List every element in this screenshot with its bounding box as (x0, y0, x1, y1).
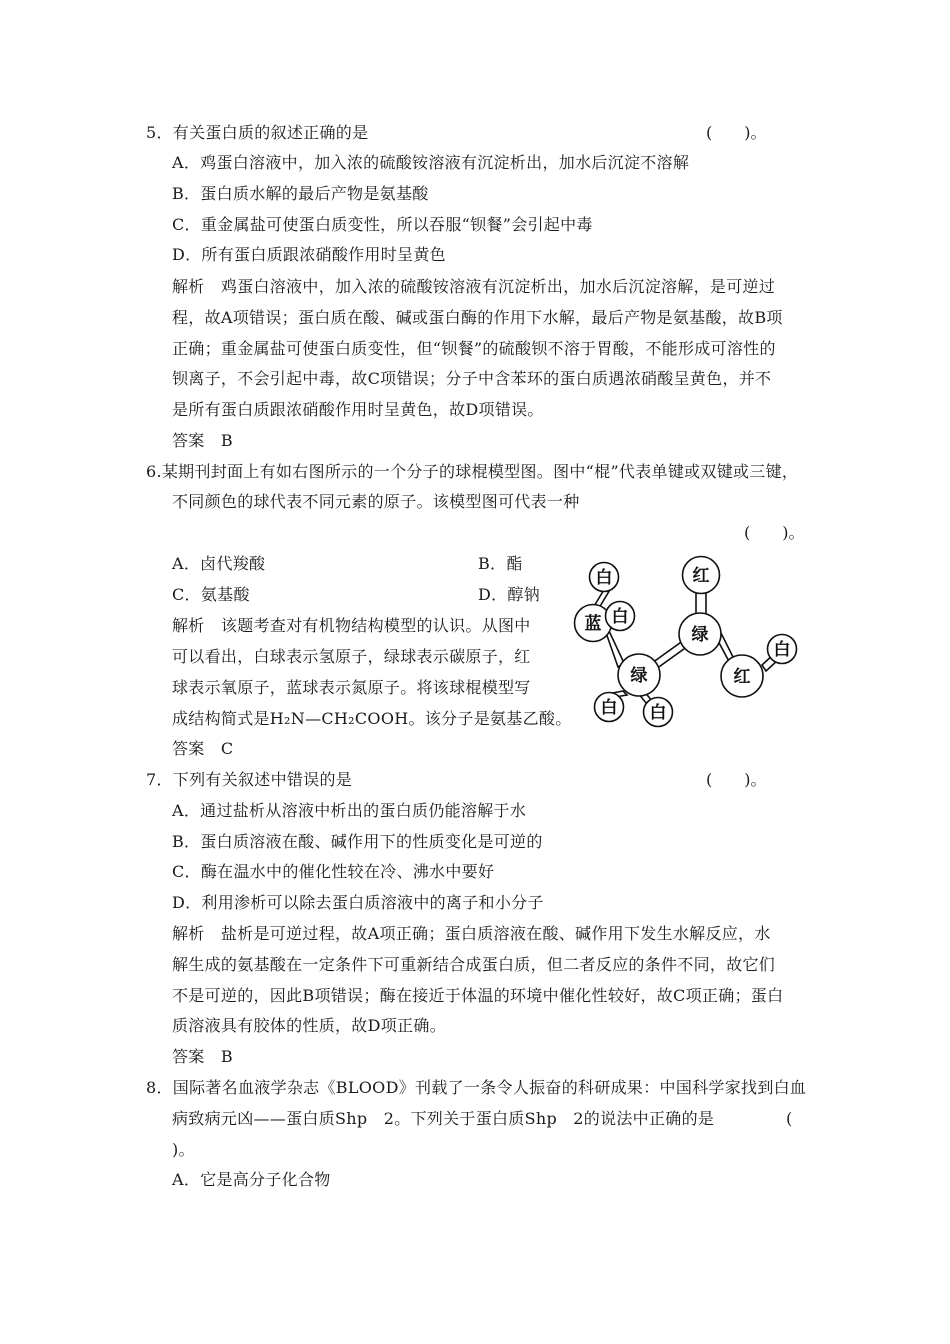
q6-stem-line: 6.某期刊封面上有如右图所示的一个分子的球棍模型图。图中“棍”代表单键或双键或三键， (146, 462, 799, 481)
atom-label-green: 绿 (691, 625, 709, 645)
q6-stem-line: 不同颜色的球代表不同元素的原子。该模型图可代表一种 (172, 492, 580, 511)
q7-option-c: C．酶在温水中的催化性较在冷、沸水中要好 (172, 862, 495, 881)
q8-answer-bracket-open: ( (786, 1109, 793, 1128)
q7-option-d: D．利用渗析可以除去蛋白质溶液中的离子和小分子 (172, 893, 544, 912)
q5-answer-bracket: ( )。 (706, 123, 767, 142)
q8-option-a: A．它是高分子化合物 (172, 1170, 331, 1189)
q7-analysis-line: 不是可逆的，因此B项错误；酶在接近于体温的环境中催化性较好，故C项正确；蛋白 (172, 986, 784, 1005)
q5-answer: 答案 B (172, 431, 233, 450)
atom-label-white: 白 (773, 640, 791, 660)
atom-label-white: 白 (595, 568, 613, 588)
q8-answer-bracket-close: )。 (172, 1140, 195, 1159)
q6-option-c: C．氨基酸 (172, 585, 250, 604)
q7-option-a: A．通过盐析从溶液中析出的蛋白质仍能溶解于水 (172, 801, 527, 820)
q6-analysis-line: 解析 该题考查对有机物结构模型的认识。从图中 (172, 616, 531, 635)
q5-option-b: B．蛋白质水解的最后产物是氨基酸 (172, 184, 429, 203)
atom-label-red: 红 (692, 566, 710, 586)
q7-answer-bracket: ( )。 (706, 770, 767, 789)
q6-analysis-line: 球表示氧原子，蓝球表示氮原子。将该球棍模型写 (172, 678, 531, 697)
q6-answer: 答案 C (172, 739, 234, 758)
q6-answer-bracket: ( )。 (744, 523, 805, 542)
q5-option-a: A．鸡蛋白溶液中，加入浓的硫酸铵溶液有沉淀析出，加水后沉淀不溶解 (172, 153, 690, 172)
q7-analysis-line: 质溶液具有胶体的性质，故D项正确。 (172, 1016, 446, 1035)
q5-analysis-line: 正确；重金属盐可使蛋白质变性，但“钡餐”的硫酸钡不溶于胃酸，不能形成可溶性的 (172, 339, 776, 358)
molecule-ball-stick-figure (566, 550, 816, 732)
atom-label-red: 红 (733, 667, 751, 687)
q8-stem-line: 病致病元凶——蛋白质Shp 2。下列关于蛋白质Shp 2的说法中正确的是 (172, 1109, 715, 1128)
q6-option-b: B．酯 (478, 554, 523, 573)
atom-label-green: 绿 (630, 666, 648, 686)
q6-analysis-line: 可以看出，白球表示氢原子，绿球表示碳原子，红 (172, 647, 531, 666)
atom-label-blue: 蓝 (584, 614, 602, 634)
q5-analysis-line: 是所有蛋白质跟浓硝酸作用时呈黄色，故D项错误。 (172, 400, 544, 419)
q6-option-d: D．醇钠 (478, 585, 541, 604)
q7-answer: 答案 B (172, 1047, 233, 1066)
q5-stem: 5．有关蛋白质的叙述正确的是 (146, 123, 369, 142)
q5-option-d: D．所有蛋白质跟浓硝酸作用时呈黄色 (172, 245, 446, 264)
q6-analysis-line: 成结构简式是H₂N—CH₂COOH。该分子是氨基乙酸。 (172, 709, 572, 728)
atom-label-white: 白 (611, 607, 629, 627)
q5-option-c: C．重金属盐可使蛋白质变性，所以吞服“钡餐”会引起中毒 (172, 215, 593, 234)
q7-analysis-line: 解生成的氨基酸在一定条件下可重新结合成蛋白质，但二者反应的条件不同，故它们 (172, 955, 776, 974)
atom-label-white: 白 (649, 703, 667, 723)
atom-label-white: 白 (600, 698, 618, 718)
q5-analysis-line: 程，故A项错误；蛋白质在酸、碱或蛋白酶的作用下水解，最后产物是氨基酸，故B项 (172, 308, 783, 327)
q7-stem: 7．下列有关叙述中错误的是 (146, 770, 353, 789)
q8-stem-line: 8．国际著名血液学杂志《BLOOD》刊载了一条令人振奋的科研成果：中国科学家找到白血 (146, 1078, 807, 1097)
q5-analysis-line: 解析 鸡蛋白溶液中，加入浓的硫酸铵溶液有沉淀析出，加水后沉淀溶解，是可逆过 (172, 277, 776, 296)
q7-option-b: B．蛋白质溶液在酸、碱作用下的性质变化是可逆的 (172, 832, 543, 851)
q5-analysis-line: 钡离子，不会引起中毒，故C项错误；分子中含苯环的蛋白质遇浓硝酸呈黄色，并不 (172, 369, 772, 388)
q6-option-a: A．卤代羧酸 (172, 554, 266, 573)
q7-analysis-line: 解析 盐析是可逆过程，故A项正确；蛋白质溶液在酸、碱作用下发生水解反应，水 (172, 924, 771, 943)
